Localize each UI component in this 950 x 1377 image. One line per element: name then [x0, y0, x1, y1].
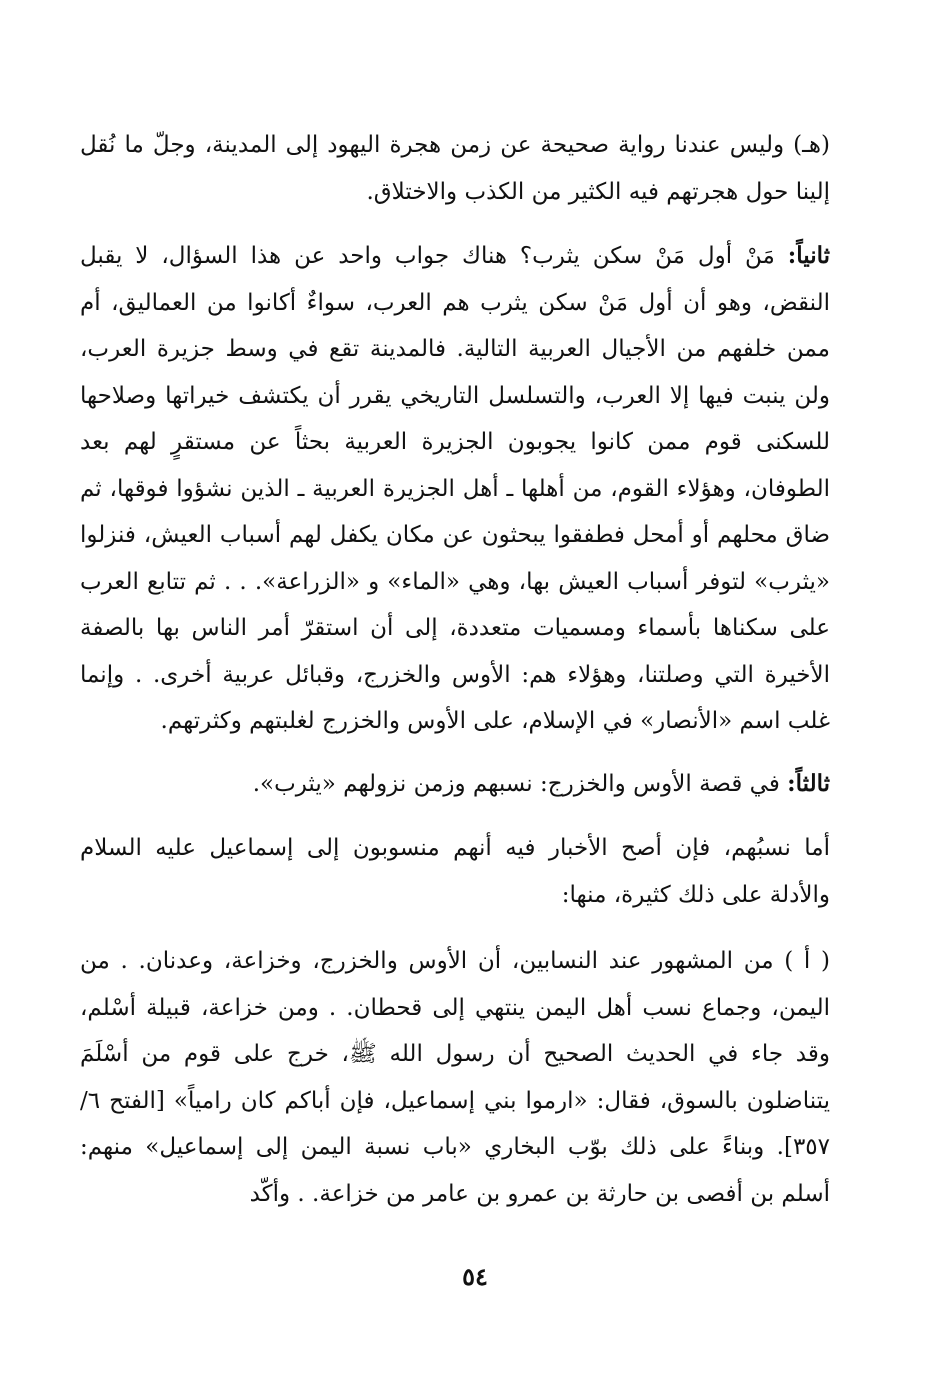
paragraph-2 — [80, 233, 870, 745]
page-body — [80, 122, 870, 1217]
paragraph-2-text: مَنْ أول مَنْ سكن يثرب؟ هناك جواب واحد عن هذا السؤال، لا يقبل النقض، وهو أن أول مَنْ سكن يثرب هم العرب، سواءٌ أكانوا من العماليق، أم ممن خلفهم من الأجيال العربية التالية. فالمدينة تقع في وسط جزيرة العرب، ولن ينبت فيها إلا العرب، والتسلسل التاريخي يقرر أن يكتشف خيراتها وصلاحها للسكنى قوم ممن كانوا يجوبون الجزيرة العربية بحثاً عن مستقرٍ لهم بعد الطوفان، وهؤلاء القوم، من أهلها ـ أهل الجزيرة العربية ـ الذين نشؤوا فوقها، ثم ضاق محلهم أو أمحل فطفقوا يبحثون عن مكان يكفل لهم أسباب العيش، فنزلوا «يثرب» لتوفر أسباب العيش بها، وهي «الماء» و «الزراعة». . . ثم تتابع العرب على سكناها بأسماء ومسميات متعددة، إلى أن استقرّ أمر الناس بها بالصفة الأخيرة التي وصلتنا، وهؤلاء هم: الأوس والخزرج، وقبائل عربية أخرى. . وإنما غلب اسم «الأنصار» في الإسلام، على الأوس والخزرج لغلبتهم وكثرتهم. — [80, 243, 830, 734]
paragraph-3-text: في قصة الأوس والخزرج: نسبهم وزمن نزولهم «يثرب». — [252, 770, 788, 797]
paragraph-4-text: أما نسبُهم، فإن أصح الأخبار فيه أنهم منسوبون إلى إسماعيل عليه السلام والأدلة على ذلك كثيرة، منها: — [80, 835, 830, 908]
paragraph-5 — [80, 938, 870, 1217]
paragraph-1-text: (هـ) وليس عندنا رواية صحيحة عن زمن هجرة اليهود إلى المدينة، وجلّ ما نُقل إلينا حول هجرتهم فيه الكثير من الكذب والاختلاق. — [80, 132, 830, 205]
paragraph-4 — [80, 825, 870, 918]
paragraph-3-lead: ثالثاً: — [787, 769, 830, 797]
paragraph-1 — [80, 122, 870, 215]
paragraph-3 — [80, 761, 870, 808]
paragraph-2-lead: ثانياً: — [787, 242, 830, 269]
paragraph-5-text: ( أ ) من المشهور عند النسابين، أن الأوس والخزرج، وخزاعة، وعدنان. . من اليمن، وجماع نسب أهل اليمن ينتهي إلى قحطان. . ومن خزاعة، قبيلة أسْلم، وقد جاء في الحديث الصحيح أن رسول الله ﷺ، خرج على قوم من أسْلَمَ يتناضلون بالسوق، فقال: «ارموا بني إسماعيل، فإن أباكم كان رامياً» [الفتح ٦/ ٣٥٧]. وبناءً على ذلك بوّب البخاري «باب نسبة اليمن إلى إسماعيل» منهم: أسلم بن أفصى بن حارثة بن عمرو بن عامر من خزاعة. . وأكّد — [80, 948, 831, 1207]
page-number: ٥٤ — [462, 1262, 488, 1291]
